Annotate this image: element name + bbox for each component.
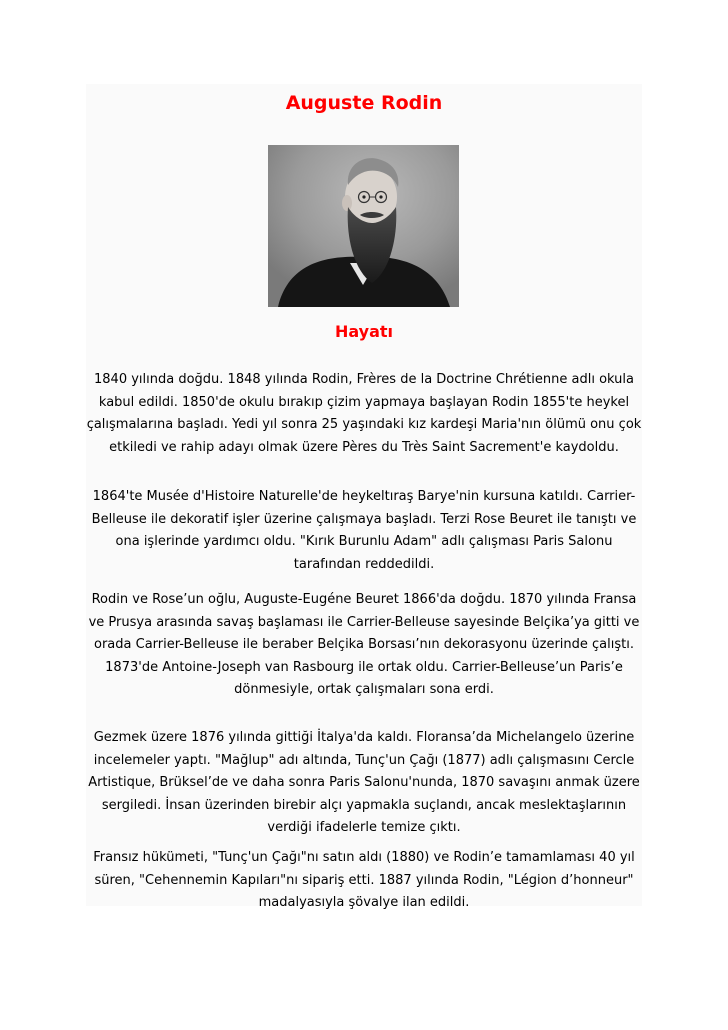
page-title: Auguste Rodin (285, 92, 443, 114)
paragraph: Rodin ve Rose’un oğlu, Auguste-Eugéne Beuret 1866'da doğdu. 1870 yılında Fransa ve Prusya arasında savaş başlaması ile Carrier-Belleuse sayesinde Belçika’ya gitti ve orada Carrier-Belleuse ile beraber Belçika Borsası’nın dekorasyonu üzerinde çalıştı. 1873'de Antoine-Joseph van Rasbourg ile ortak oldu. Carrier-Belleuse’un Paris’e dönmesiyle, ortak çalışmaları sona erdi. (88, 592, 640, 698)
section-heading: Hayatı (334, 322, 394, 341)
paragraph: 1864'te Musée d'Histoire Naturelle'de heykeltıraş Barye'nin kursuna katıldı. Carrier-Belleuse ile dekoratif işler üzerine çalışmaya başladı. Terzi Rose Beuret ile tanıştı ve ona işlerinde yardımcı oldu. "Kırık Burunlu Adam" adlı çalışması Paris Salonu tarafından reddedildi. (91, 489, 637, 572)
paragraph: 1840 yılında doğdu. 1848 yılında Rodin, Frères de la Doctrine Chrétienne adlı okula kabul edildi. 1850'de okulu bırakıp çizim yapmaya başlayan Rodin 1855'te heykel çalışmalarına başladı. Yedi yıl sonra 25 yaşındaki kız kardeşi Maria'nın ölümü onu çok etkiledi ve rahip adayı olmak üzere Pères du Très Saint Sacrement'e kaydoldu. (86, 372, 642, 455)
portrait-photo (268, 145, 459, 307)
paragraph: Fransız hükümeti, "Tunç'un Çağı"nı satın aldı (1880) ve Rodin’e tamamlaması 40 yıl süren, "Cehennemin Kapıları"nı sipariş etti. 1887 yılında Rodin, "Légion d’honneur" madalyasıyla şövalye ilan edildi. (93, 850, 635, 911)
paragraph: Gezmek üzere 1876 yılında gittiği İtalya'da kaldı. Floransa’da Michelangelo üzerine incelemeler yaptı. "Mağlup" adı altında, Tunç'un Çağı (1877) adlı çalışmasını Cercle Artistique, Brüksel’de ve daha sonra Paris Salonu'nunda, 1870 savaşını anmak üzere sergiledi. İnsan üzerinden birebir alçı yapmakla suçlandı, ancak meslektaşlarının verdiği ifadelerle temize çıktı. (88, 730, 640, 836)
